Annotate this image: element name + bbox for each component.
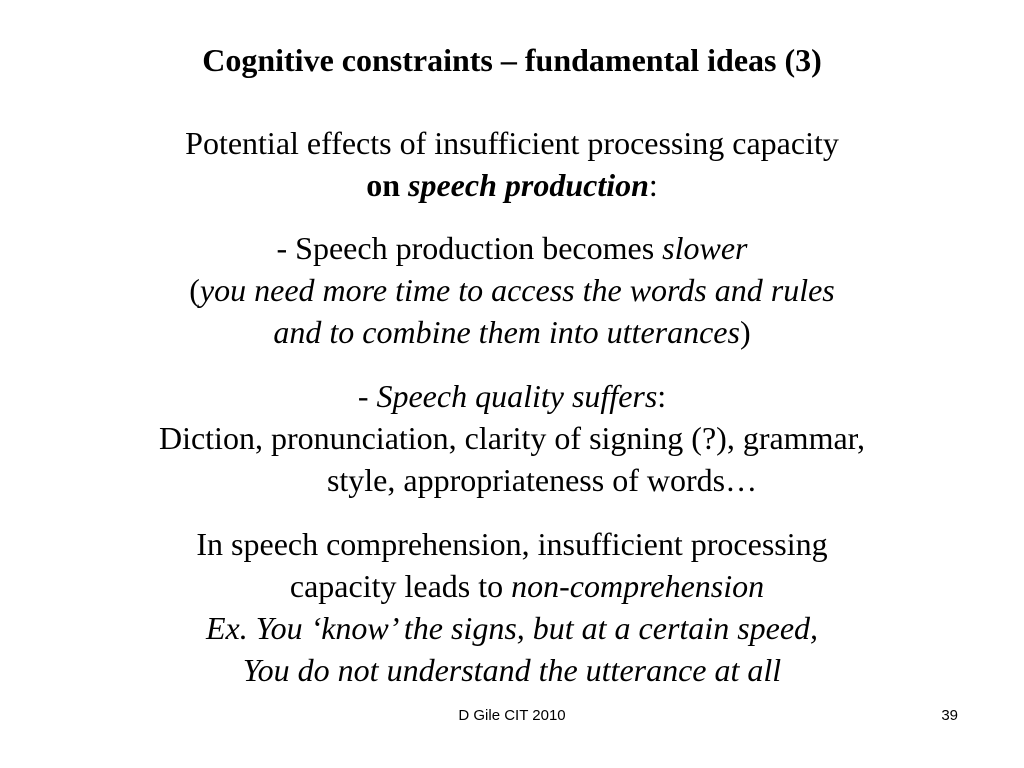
quality-point-colon: : (657, 378, 667, 414)
effects-intro (0, 122, 1024, 206)
comprehension-example-line-1: Ex. You ‘know’ the signs, but at a certain speed, (205, 610, 819, 646)
effects-target-line (0, 164, 1024, 206)
slower-reason-line-1 (0, 269, 1024, 311)
slower-reason-close-paren: ) (739, 314, 751, 350)
quality-details-line-2: style, appropriateness of words… (326, 462, 758, 498)
slide-title: Cognitive constraints – fundamental ideas (3) (202, 42, 822, 78)
slower-point-text: - Speech production becomes (276, 230, 663, 266)
quality-point-dash: - (357, 378, 377, 414)
effects-target-colon: : (648, 167, 658, 203)
effects-target-emphasis: speech production (408, 167, 649, 203)
quality-point (0, 375, 1024, 501)
comprehension-point (0, 523, 1024, 691)
comprehension-line-2-emphasis: non-comprehension (511, 568, 765, 604)
footer-author: D Gile CIT 2010 (458, 707, 566, 724)
quality-point-emphasis: Speech quality suffers (376, 378, 658, 414)
effects-target-on: on (366, 167, 408, 203)
slower-point-emphasis: slower (662, 230, 748, 266)
comprehension-line-2-text: capacity leads to (289, 568, 512, 604)
quality-details-line-1: Diction, pronunciation, clarity of signing (?), grammar, (158, 420, 866, 456)
comprehension-line-1: In speech comprehension, insufficient processing (196, 526, 828, 562)
slower-reason-text-1: you need more time to access the words and rules (199, 272, 835, 308)
quality-point-line (0, 375, 1024, 417)
slower-point-line (0, 227, 1024, 269)
comprehension-line-2 (0, 565, 1024, 607)
effects-intro-line: Potential effects of insufficient processing capacity (185, 125, 839, 161)
slower-point (0, 227, 1024, 353)
slide-number: 39 (941, 707, 958, 724)
slower-reason-line-2 (0, 311, 1024, 353)
comprehension-example-line-2: You do not understand the utterance at all (242, 652, 782, 688)
slower-reason-open-paren: ( (189, 272, 200, 308)
slower-reason-text-2: and to combine them into utterances (273, 314, 740, 350)
